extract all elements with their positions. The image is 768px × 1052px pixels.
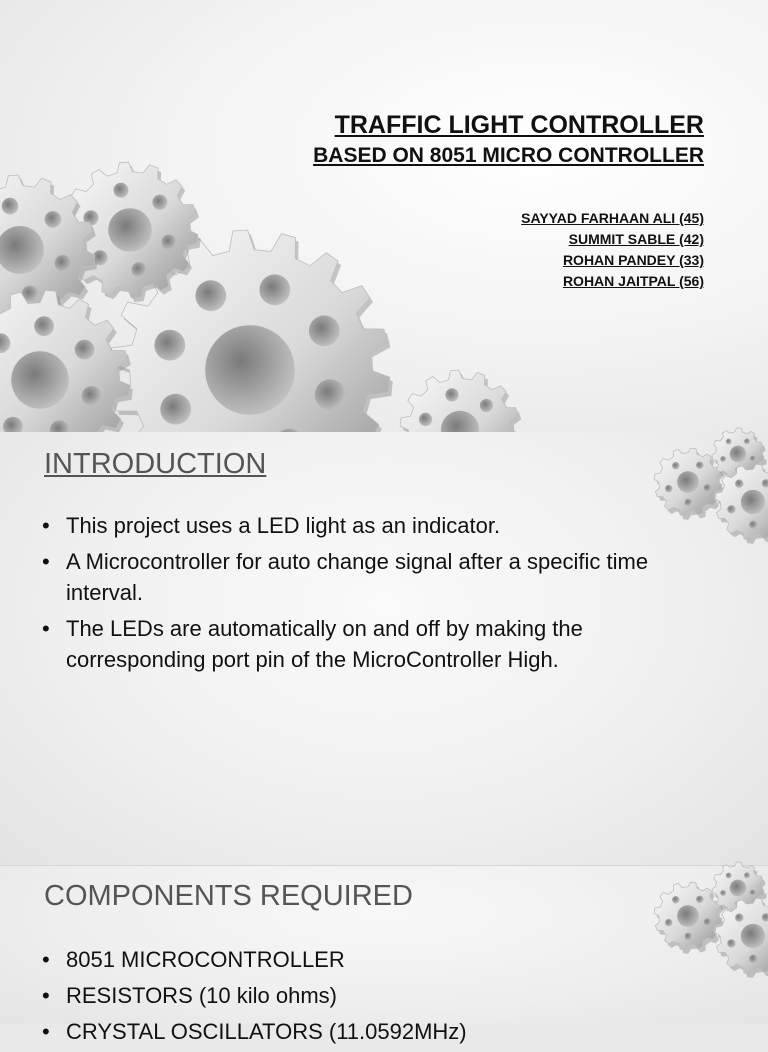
gear-hole [672,896,679,903]
gear-hole [735,480,743,488]
gear-hole [154,330,185,361]
bullet-item [40,546,700,608]
gear-hole [720,890,726,896]
gear-hub [677,471,699,493]
bullet-icon: • [42,947,50,972]
bullet-text: CRYSTAL OSCILLATORS (11.0592MHz) [66,1019,467,1044]
gear-hole [75,340,95,360]
slide-subtitle: BASED ON 8051 MICRO CONTROLLER [313,144,704,167]
gear-hole [665,485,672,492]
gear-hole [480,399,493,412]
gear-hole [727,939,735,947]
bullet-text: The LEDs are automatically on and off by making the corresponding port pin of the MicroController High. [66,616,583,672]
gear-hole [132,262,147,277]
gear-hole [685,933,692,940]
gear-hub [205,325,295,415]
gear-hole [704,484,711,491]
bullet-item [40,1016,700,1047]
gear-hub [730,880,747,897]
gear-hub [741,924,765,948]
gear-hub [730,446,747,463]
bullet-text: A Microcontroller for auto change signal after a specific time interval. [66,549,649,605]
bullet-item [40,944,700,975]
gear-hole [720,456,726,462]
bullet-item [40,613,700,675]
gear-hole [750,890,756,896]
gear-hole [744,438,750,444]
author-item: SAYYAD FARHAAN ALI (45) [521,210,704,226]
slide-title: TRAFFIC LIGHT CONTROLLER [334,111,704,139]
gear-hole [749,955,757,963]
gear-hub [11,351,69,409]
gear-hole [55,255,72,272]
bullet-icon: • [42,513,50,538]
bullet-item [40,980,700,1011]
gear-hole [727,505,735,513]
gear-hole [696,462,703,469]
gear-hub [677,905,699,927]
gear-hole [2,198,19,215]
gear-hole [309,315,340,346]
gear-hole [445,388,458,401]
bullet-list [40,944,700,1052]
gear-hole [195,280,226,311]
bullet-text: RESISTORS (10 kilo ohms) [66,983,338,1008]
gear-hole [665,919,672,926]
gear-hole [45,211,62,228]
bullet-item [40,510,700,541]
bullet-text: 8051 MICROCONTROLLER [66,947,345,972]
gear-hole [259,274,290,305]
gear-hub [741,490,765,514]
bullet-text: This project uses a LED light as an indicator. [66,513,501,538]
gear-hole [749,521,757,529]
gear-hole [114,183,129,198]
title-slide [0,0,768,432]
bullet-icon: • [42,983,50,1008]
bullet-icon: • [42,616,50,641]
gear-hole [672,462,679,469]
gear-hole [744,872,750,878]
author-item: ROHAN JAITPAL (56) [562,273,704,289]
bullet-list [40,510,700,680]
gear-hole [750,456,756,462]
bullet-icon: • [42,1019,50,1044]
gear-hole [704,918,711,925]
author-item: ROHAN PANDEY (33) [562,252,704,268]
gear-hole [726,873,732,879]
gear-hole [685,499,692,506]
gear-hole [34,316,54,336]
gear-hole [82,386,102,406]
author-item: SUMMIT SABLE (42) [568,231,704,247]
author-list [521,208,704,292]
gear-hole [315,379,346,410]
gear-hole [160,394,191,425]
gear-hole [726,439,732,445]
section-heading: COMPONENTS REQUIRED [44,880,413,912]
introduction-slide [0,432,768,866]
section-heading: INTRODUCTION [44,448,267,480]
bullet-icon: • [42,549,50,574]
gear-hole [419,413,432,426]
gear-hole [152,195,167,210]
gear-hole [696,896,703,903]
gears-icon [0,170,540,432]
gear-hub [108,208,152,252]
components-slide [0,866,768,1044]
gear-hole [162,235,177,250]
gear-hole [735,914,743,922]
